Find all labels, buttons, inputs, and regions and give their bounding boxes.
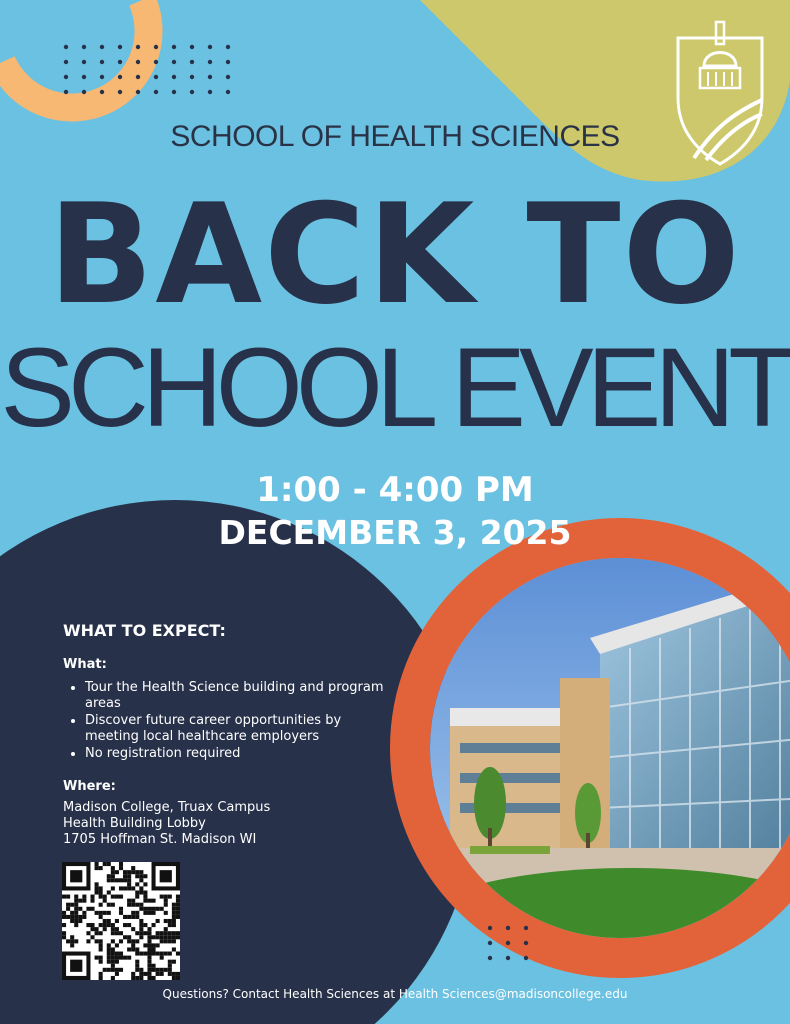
- what-label: What:: [63, 657, 107, 672]
- where-label: Where:: [63, 779, 116, 794]
- title-line-1: BACK TO: [48, 174, 742, 335]
- event-date: DECEMBER 3, 2025: [218, 513, 572, 552]
- where-address: [63, 800, 270, 848]
- address-line: Health Building Lobby: [63, 816, 206, 831]
- school-name: SCHOOL OF HEALTH SCIENCES: [170, 120, 620, 153]
- what-to-expect-heading: WHAT TO EXPECT:: [63, 621, 226, 640]
- qr-code[interactable]: [62, 862, 180, 980]
- list-item: • Discover future career opportunities by meeting local healthcare employers: [85, 713, 395, 745]
- address-line: Madison College, Truax Campus: [63, 800, 271, 815]
- peach-arc-shape: [2, 0, 149, 108]
- contact-footer: Questions? Contact Health Sciences at Health Sciences@madisoncollege.edu: [162, 987, 628, 1001]
- health-building-photo: [430, 558, 790, 938]
- address-line: 1705 Hoffman St. Madison WI: [63, 832, 257, 847]
- qr-code-pattern: [62, 862, 180, 980]
- list-item: • Tour the Health Science building and program areas: [85, 680, 395, 712]
- what-list: [65, 680, 395, 763]
- event-time: 1:00 - 4:00 PM: [256, 470, 534, 510]
- list-item: • No registration required: [85, 746, 395, 762]
- title-line-2: SCHOOL EVENT: [0, 325, 790, 450]
